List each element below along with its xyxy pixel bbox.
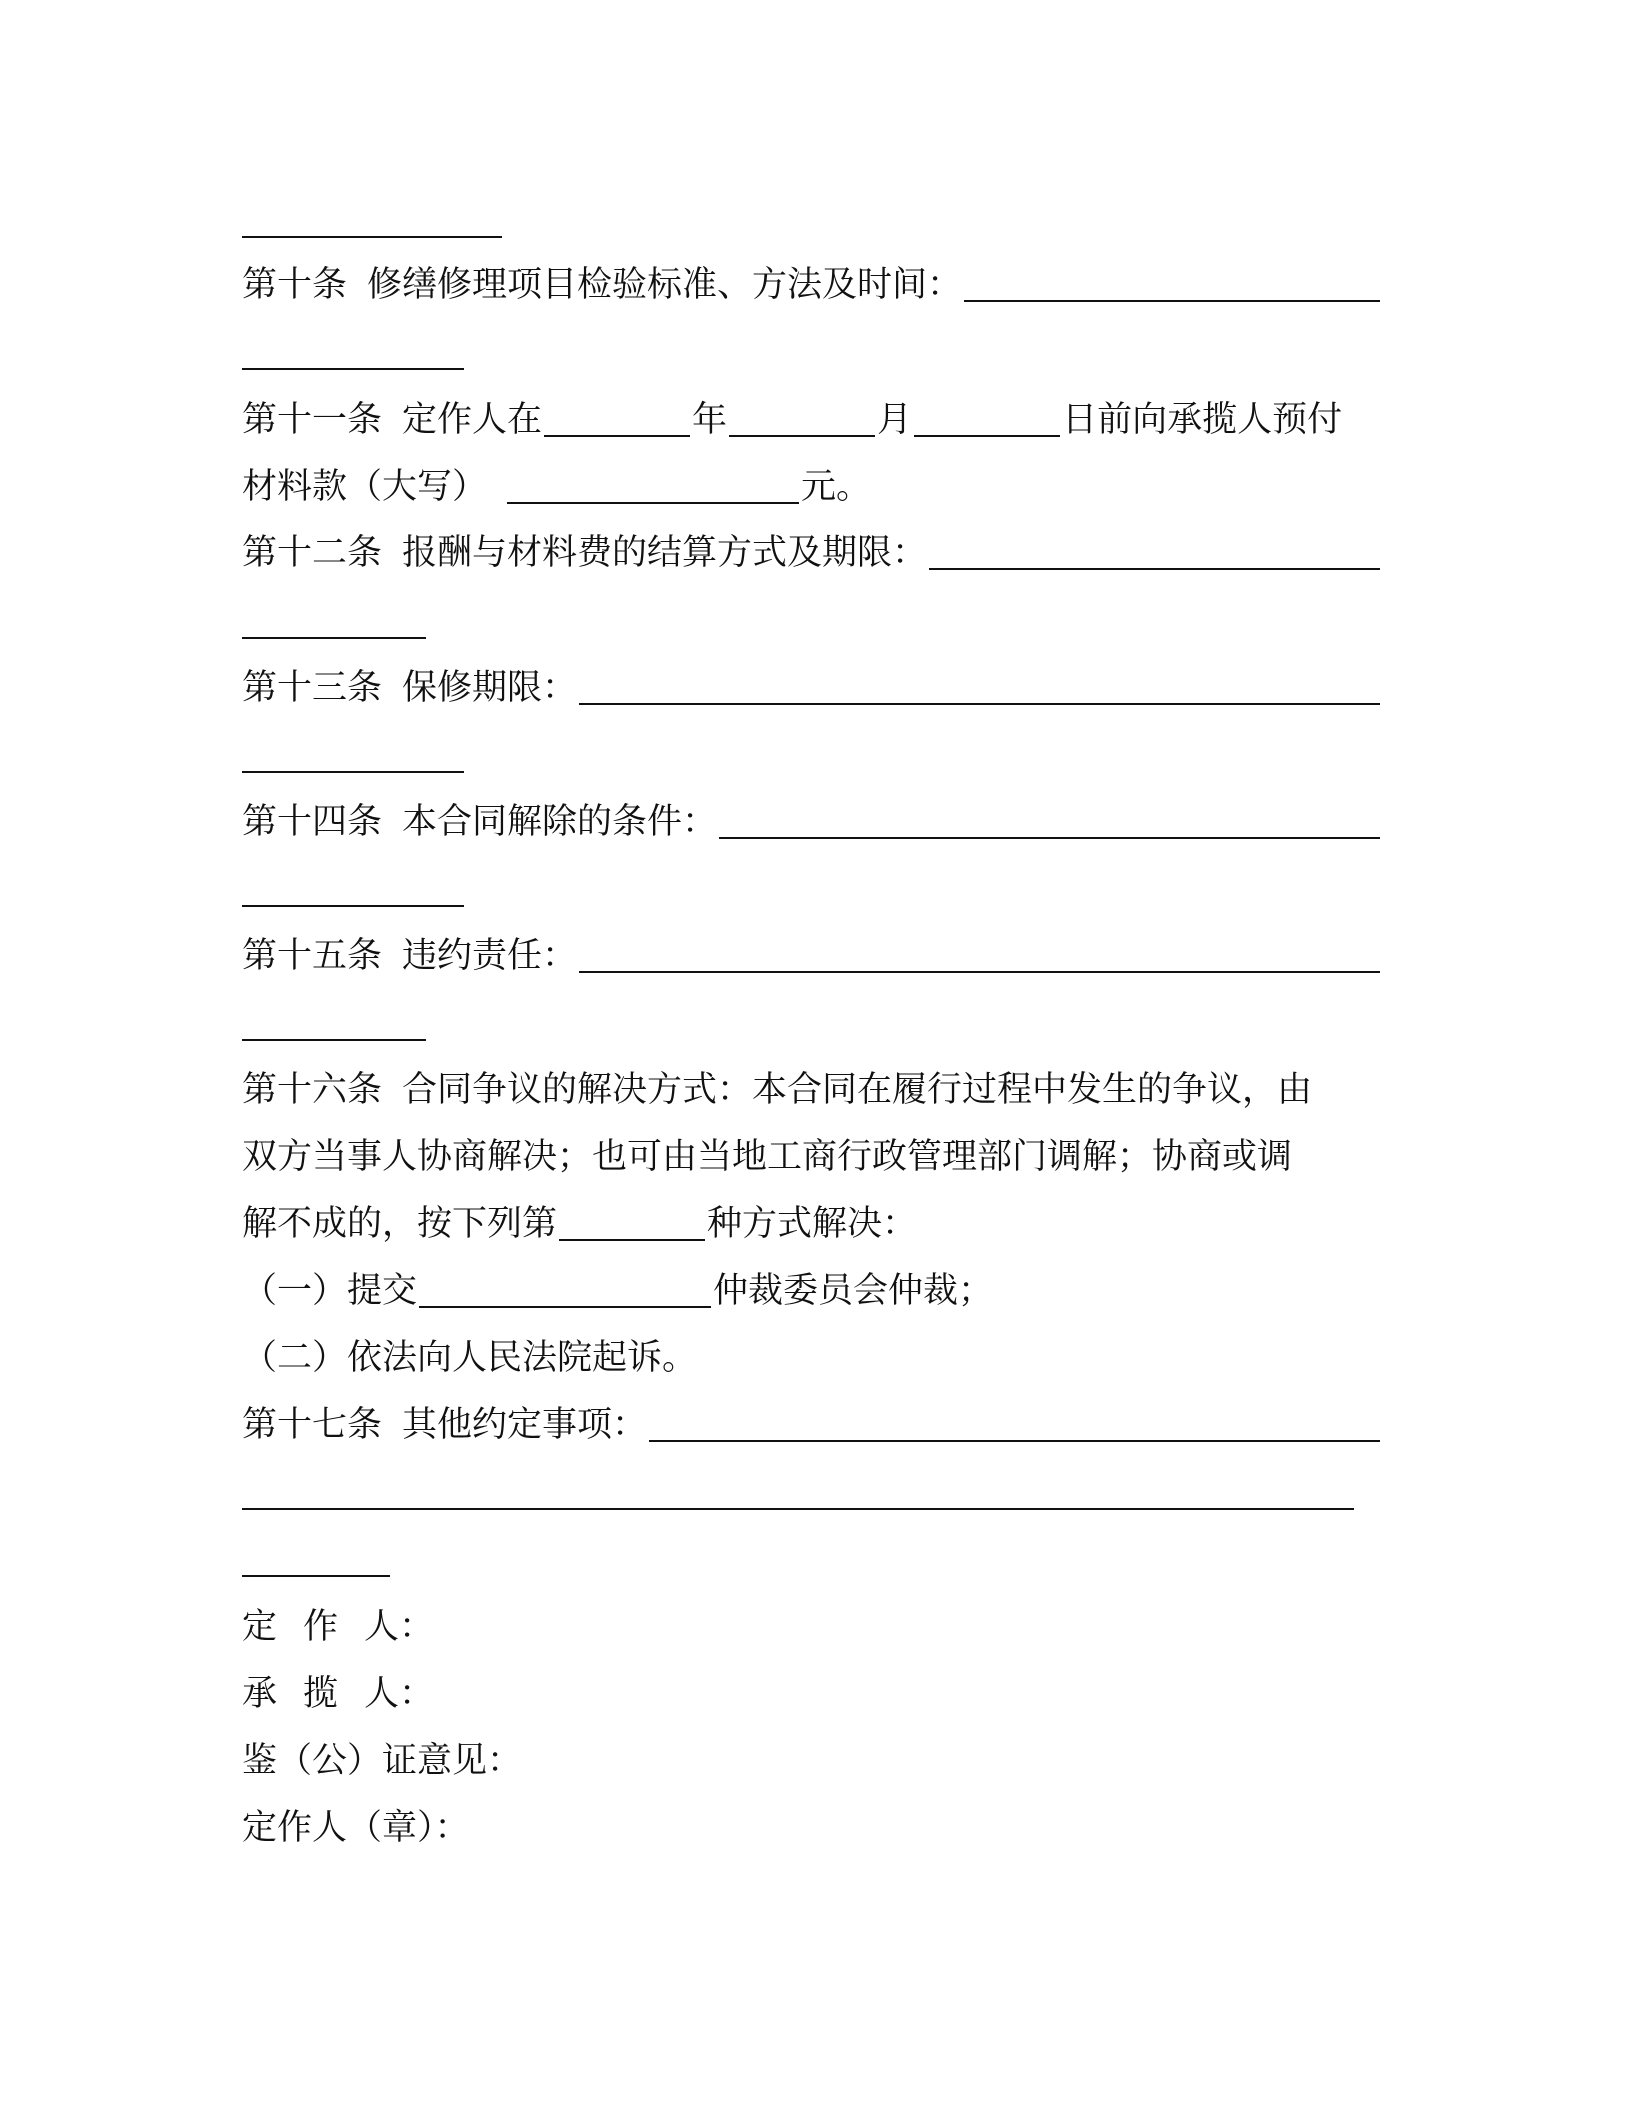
- article-17-label: 第十七条: [242, 1405, 383, 1445]
- article-14-blank[interactable]: [719, 795, 1380, 839]
- year-blank[interactable]: [544, 393, 690, 437]
- article-10-text: 修缮修理项目检验标准、方法及时间：: [367, 265, 963, 305]
- month-blank[interactable]: [729, 393, 875, 437]
- article-16-line-2: [242, 1132, 1382, 1182]
- article-10-label: 第十条: [242, 265, 348, 305]
- article-16-text-2: 双方当事人协商解决；也可由当地工商行政管理部门调解；协商或调: [242, 1137, 1293, 1177]
- arbitration-commission-blank[interactable]: [419, 1264, 711, 1308]
- contractor-char-2: 作: [303, 1607, 339, 1647]
- contractor-seal-label: 定作人（章）：: [242, 1808, 470, 1848]
- blank-line-continuation: [242, 236, 502, 238]
- article-17: [242, 1400, 1382, 1450]
- article-13-blank[interactable]: [579, 661, 1380, 705]
- article-14-blank-continuation[interactable]: [242, 905, 464, 907]
- article-16-option-2: [242, 1333, 1382, 1383]
- article-10-blank[interactable]: [964, 258, 1380, 302]
- article-12-text: 报酬与材料费的结算方式及期限：: [402, 533, 928, 573]
- day-blank[interactable]: [914, 393, 1060, 437]
- article-13-text: 保修期限：: [402, 668, 578, 708]
- notary-opinion-label: 鉴（公）证意见：: [242, 1741, 523, 1781]
- article-12-blank[interactable]: [929, 526, 1380, 570]
- article-12-label: 第十二条: [242, 533, 383, 573]
- contractor-signature: [242, 1602, 1382, 1652]
- article-11-line-1: [242, 395, 1382, 445]
- contractor-char-3: 人：: [364, 1607, 435, 1647]
- article-17-blank-line-3[interactable]: [242, 1575, 390, 1577]
- undertaker-char-2: 揽: [303, 1674, 339, 1714]
- article-11-text-4: 元。: [801, 467, 872, 507]
- notary-opinion: [242, 1736, 1382, 1786]
- article-11-label: 第十一条: [242, 400, 383, 440]
- undertaker-char-3: 人：: [364, 1674, 435, 1714]
- contractor-seal: [242, 1803, 1382, 1853]
- article-11-line-2: [242, 462, 1382, 512]
- article-16-text-1: 合同争议的解决方式：本合同在履行过程中发生的争议，由: [402, 1070, 1313, 1110]
- article-15: [242, 931, 1382, 981]
- article-15-label: 第十五条: [242, 936, 383, 976]
- article-16-line-1: [242, 1065, 1382, 1115]
- article-11-text-2: 日前向承揽人预付: [1062, 400, 1343, 440]
- article-10-blank-continuation[interactable]: [242, 368, 464, 370]
- article-12: [242, 528, 1382, 578]
- year-label: 年: [692, 400, 728, 440]
- option-1-text-a: （一）提交: [242, 1271, 418, 1311]
- article-10: [242, 260, 1382, 310]
- article-16-label: 第十六条: [242, 1070, 383, 1110]
- article-17-text: 其他约定事项：: [402, 1405, 648, 1445]
- option-2-text: （二）依法向人民法院起诉。: [242, 1338, 698, 1378]
- article-15-blank[interactable]: [579, 929, 1380, 973]
- article-17-blank-line-2[interactable]: [242, 1508, 1354, 1510]
- contractor-char-1: 定: [242, 1607, 278, 1647]
- article-11-text-1: 定作人在: [402, 400, 543, 440]
- article-15-blank-continuation[interactable]: [242, 1039, 426, 1041]
- amount-blank[interactable]: [507, 460, 799, 504]
- undertaker-signature: [242, 1669, 1382, 1719]
- article-16-text-3a: 解不成的，按下列第: [242, 1204, 558, 1244]
- article-11-text-3: 材料款（大写）: [242, 467, 488, 507]
- article-16-text-3b: 种方式解决：: [707, 1204, 918, 1244]
- article-12-blank-continuation[interactable]: [242, 637, 426, 639]
- article-14: [242, 797, 1382, 847]
- article-14-text: 本合同解除的条件：: [402, 802, 718, 842]
- article-15-text: 违约责任：: [402, 936, 578, 976]
- method-number-blank[interactable]: [559, 1197, 705, 1241]
- article-14-label: 第十四条: [242, 802, 383, 842]
- option-1-text-b: 仲裁委员会仲裁；: [713, 1271, 994, 1311]
- article-17-blank[interactable]: [649, 1398, 1380, 1442]
- month-label: 月: [877, 400, 913, 440]
- article-13: [242, 663, 1382, 713]
- article-16-option-1: [242, 1266, 1382, 1316]
- article-13-blank-continuation[interactable]: [242, 771, 464, 773]
- article-16-line-3: [242, 1199, 1382, 1249]
- article-13-label: 第十三条: [242, 668, 383, 708]
- undertaker-char-1: 承: [242, 1674, 278, 1714]
